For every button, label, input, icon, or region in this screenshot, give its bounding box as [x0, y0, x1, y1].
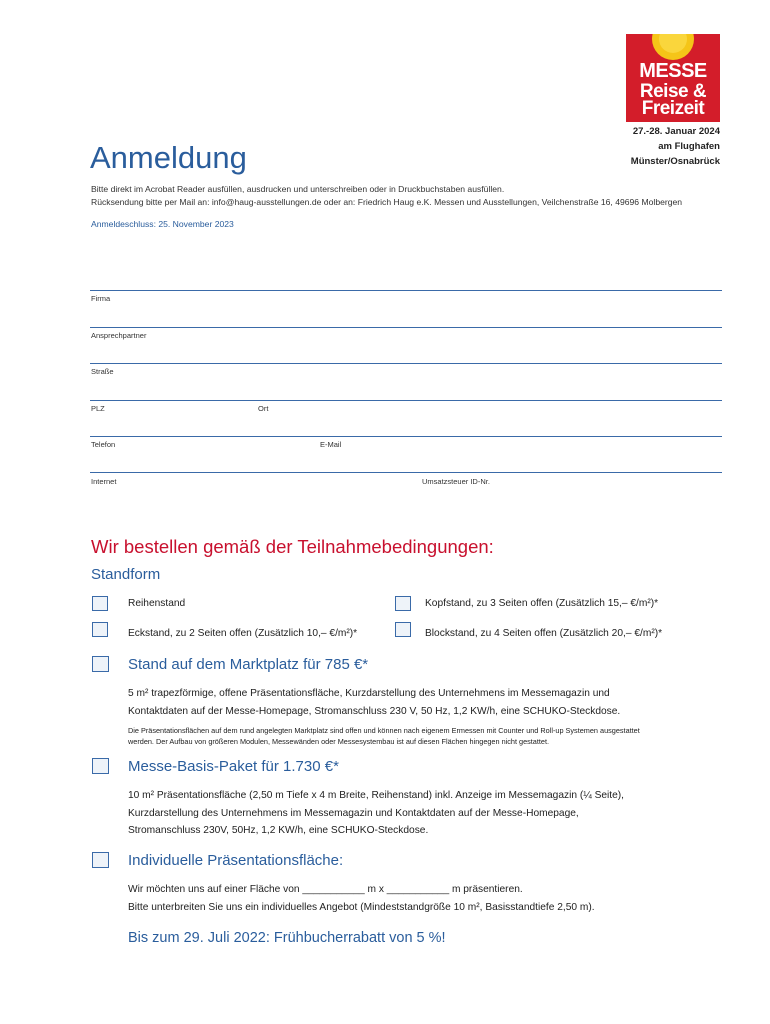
event-venue-1: am Flughafen	[658, 141, 720, 152]
eckstand-label: Eckstand, zu 2 Seiten offen (Zusätzlich 10,– €/m²)*	[128, 628, 358, 639]
telefon-email-field[interactable]	[90, 436, 722, 437]
order-heading: Wir bestellen gemäß der Teilnahmebedingungen:	[91, 536, 494, 557]
basis-desc-2: Kurzdarstellung des Unternehmens im Messemagazin und Kontaktdaten auf der Messe-Homepage,	[128, 808, 579, 819]
early-bird-promo: Bis zum 29. Juli 2022: Frühbucherrabatt von 5 %!	[128, 930, 446, 946]
firma-label: Firma	[91, 294, 111, 303]
basis-paket-checkbox[interactable]	[92, 758, 109, 774]
standform-heading: Standform	[91, 566, 161, 583]
intro-line-1: Bitte direkt im Acrobat Reader ausfüllen, ausdrucken und unterschreiben oder in Druckbuchstaben ausfüllen.	[91, 184, 505, 194]
blockstand-label: Blockstand, zu 4 Seiten offen (Zusätzlich 20,– €/m²)*	[425, 628, 663, 639]
reihenstand-label: Reihenstand	[128, 598, 186, 609]
blockstand-checkbox[interactable]	[395, 622, 411, 637]
strasse-label: Straße	[91, 367, 114, 376]
event-date: 27.-28. Januar 2024	[632, 126, 720, 137]
individuell-desc-2: Bitte unterbreiten Sie uns ein individuelles Angebot (Mindeststandgröße 10 m², Basisstandtiefe 2,50 m).	[128, 902, 595, 913]
kopfstand-label: Kopfstand, zu 3 Seiten offen (Zusätzlich 15,– €/m²)*	[425, 598, 659, 609]
marktplatz-desc-2: Kontaktdaten auf der Messe-Homepage, Stromanschluss 230 V, 50 Hz, 1,2 KW/h, eine SCHUKO-Steckdose.	[128, 706, 621, 717]
ansprechpartner-label: Ansprechpartner	[91, 331, 147, 340]
individuell-title: Individuelle Präsentationsfläche:	[128, 852, 344, 869]
individuell-checkbox[interactable]	[92, 852, 109, 868]
ort-label: Ort	[258, 404, 269, 413]
event-info	[600, 124, 720, 169]
strasse-field[interactable]	[90, 363, 722, 364]
basis-desc-3: Stromanschluss 230V, 50Hz, 1,2 KW/h, eine SCHUKO-Steckdose.	[128, 825, 429, 836]
kopfstand-checkbox[interactable]	[395, 596, 411, 611]
reihenstand-checkbox[interactable]	[92, 596, 108, 611]
internet-label: Internet	[91, 477, 117, 486]
email-label: E-Mail	[320, 440, 342, 449]
telefon-label: Telefon	[91, 440, 116, 449]
deadline-text: Anmeldeschluss: 25. November 2023	[91, 219, 234, 229]
internet-ustid-field[interactable]	[90, 472, 722, 473]
intro-line-2: Rücksendung bitte per Mail an: info@haug-ausstellungen.de oder an: Friedrich Haug e.K. Messen und Ausstellungen, Veilchenstraße 16, 49696 Molbergen	[91, 197, 683, 207]
event-venue-2: Münster/Osnabrück	[630, 156, 720, 167]
logo-line-1: MESSE	[639, 60, 707, 82]
plz-ort-field[interactable]	[90, 400, 722, 401]
eckstand-checkbox[interactable]	[92, 622, 108, 637]
basis-paket-title: Messe-Basis-Paket für 1.730 €*	[128, 758, 339, 775]
firma-field[interactable]	[90, 290, 722, 291]
page-title: Anmeldung	[90, 140, 247, 175]
messe-logo	[626, 34, 720, 122]
sun-icon	[652, 34, 694, 60]
ustid-label: Umsatzsteuer ID-Nr.	[422, 477, 490, 486]
ansprechpartner-field[interactable]	[90, 327, 722, 328]
marktplatz-note-1: Die Präsentationsflächen auf dem rund angelegten Marktplatz sind offen und können nach eigenem Ermessen mit Counter und Roll-up Systemen ausgestattet	[128, 726, 640, 735]
basis-desc-1: 10 m² Präsentationsfläche (2,50 m Tiefe x 4 m Breite, Reihenstand) inkl. Anzeige im Messemagazin (¼ Seite),	[128, 790, 625, 801]
logo-line-3: Freizeit	[641, 98, 705, 119]
plz-label: PLZ	[91, 404, 105, 413]
marktplatz-checkbox[interactable]	[92, 656, 109, 672]
individuell-desc-1: Wir möchten uns auf einer Fläche von ___________ m x ___________ m präsentieren.	[128, 884, 523, 895]
logo-line-2: Reise &	[639, 81, 707, 102]
marktplatz-title: Stand auf dem Marktplatz für 785 €*	[128, 656, 369, 673]
marktplatz-desc-1: 5 m² trapezförmige, offene Präsentationsfläche, Kurzdarstellung des Unternehmens im Messemagazin und	[128, 688, 610, 699]
marktplatz-note-2: werden. Der Aufbau von größeren Modulen, Messewänden oder Messesystembau ist auf diesen Flächen hingegen nicht gestattet.	[128, 737, 550, 746]
